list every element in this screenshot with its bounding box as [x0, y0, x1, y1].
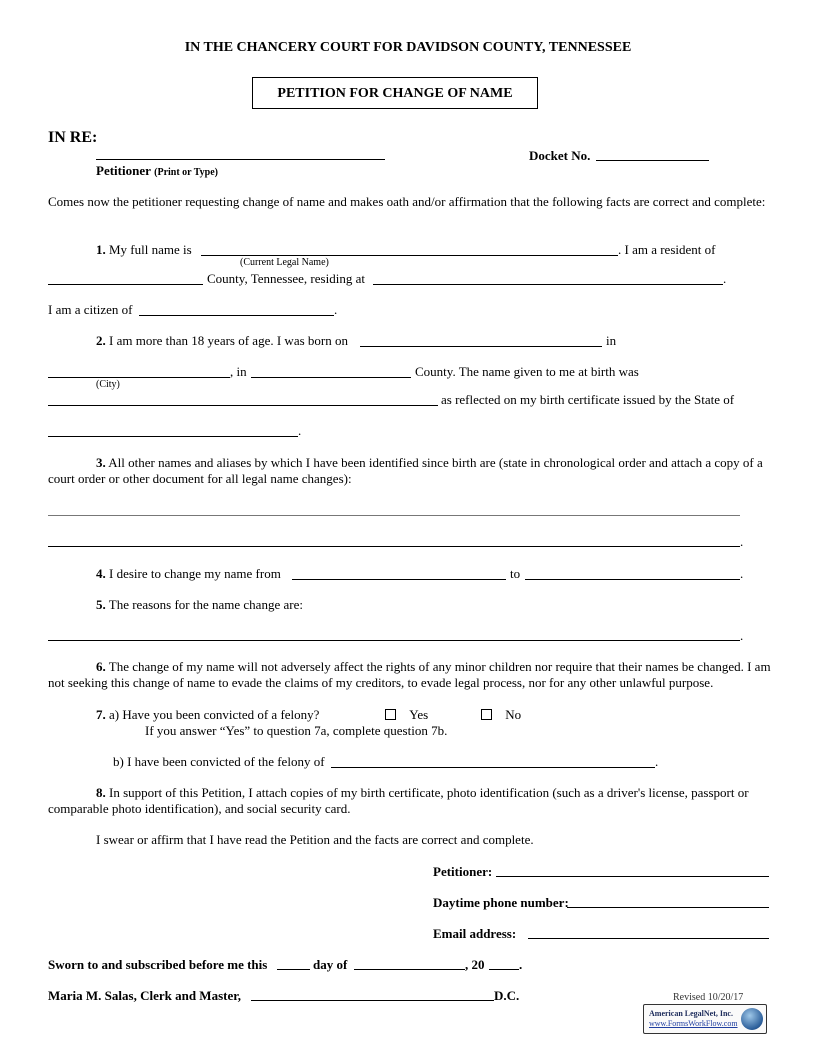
- in-re-label: IN RE:: [48, 129, 98, 146]
- birth-date-line[interactable]: [360, 346, 602, 347]
- q1-line1: [96, 242, 192, 258]
- aliases-line-2[interactable]: [48, 546, 740, 547]
- email-line[interactable]: [528, 938, 769, 939]
- q1-county-text: County, Tennessee, residing at: [207, 271, 365, 286]
- q6-paragraph: [48, 659, 772, 691]
- no-label: No: [505, 707, 522, 722]
- swear-statement: I swear or affirm that I have read the Petition and the facts are correct and complete.: [96, 832, 534, 847]
- q3-paragraph: [48, 455, 772, 487]
- q3-end: .: [740, 534, 744, 549]
- q8-paragraph: [48, 785, 772, 817]
- sworn-year-prefix: , 20: [465, 957, 485, 972]
- deputy-clerk-line[interactable]: [251, 1000, 494, 1001]
- q7-number: 7.: [96, 707, 106, 722]
- q4-line: [96, 566, 281, 582]
- revised-date: Revised 10/20/17: [673, 992, 744, 1003]
- petitioner-caption-hint: (Print or Type): [154, 167, 219, 178]
- q3-number: 3.: [96, 455, 106, 470]
- sworn-month-line[interactable]: [354, 969, 465, 970]
- yes-label: Yes: [409, 707, 429, 722]
- q2-line1: [96, 333, 348, 349]
- petitioner-caption: [96, 163, 218, 181]
- no-checkbox[interactable]: [481, 709, 492, 720]
- q7a-line: [96, 707, 319, 723]
- clerk-text: Maria M. Salas, Clerk and Master,: [48, 988, 242, 1003]
- birth-city-line[interactable]: [48, 377, 230, 378]
- form-title: PETITION FOR CHANGE OF NAME: [252, 77, 538, 109]
- q1-text-a: My full name is: [109, 242, 192, 257]
- birth-name-line[interactable]: [48, 405, 438, 406]
- q1-text-b: . I am a resident of: [618, 242, 716, 257]
- q1-citizen-text: I am a citizen of: [48, 302, 133, 317]
- intro-paragraph: Comes now the petitioner requesting change of name and makes oath and/or affirmation that the following facts are correct and complete:: [48, 194, 766, 209]
- q2-number: 2.: [96, 333, 106, 348]
- aliases-line-1[interactable]: [48, 515, 740, 516]
- docket-number-line[interactable]: [596, 160, 709, 161]
- q1-period: .: [723, 271, 727, 286]
- q4-to: to: [510, 566, 521, 581]
- q5-number: 5.: [96, 597, 106, 612]
- q2-comma-in: , in: [230, 364, 247, 379]
- q7a-text: a) Have you been convicted of a felony?: [109, 707, 320, 722]
- q8-text: In support of this Petition, I attach copies of my birth certificate, photo identification (such as a driver's license, passport or comparable photo identification), and social security card.: [48, 785, 749, 816]
- q2-text-in: in: [606, 333, 617, 348]
- phone-label: Daytime phone number:: [433, 895, 569, 910]
- publisher-logo[interactable]: [643, 1004, 767, 1034]
- q7-instruction: If you answer “Yes” to question 7a, complete question 7b.: [145, 723, 448, 738]
- q2-text-a: I am more than 18 years of age. I was born on: [109, 333, 348, 348]
- name-from-line[interactable]: [292, 579, 506, 580]
- email-label: Email address:: [433, 926, 517, 941]
- birth-county-line[interactable]: [251, 377, 411, 378]
- current-legal-name-line[interactable]: [201, 255, 618, 256]
- q7-yes-option[interactable]: [385, 707, 428, 723]
- q5-line: [96, 597, 303, 613]
- q7-no-option[interactable]: [481, 707, 521, 723]
- docket-label: Docket No.: [529, 148, 591, 163]
- q2-county-text: County. The name given to me at birth was: [415, 364, 639, 379]
- county-line[interactable]: [48, 284, 203, 285]
- q1-citizen-end: .: [334, 302, 338, 317]
- sworn-day-line[interactable]: [277, 969, 310, 970]
- q6-text: The change of my name will not adversely affect the rights of any minor children nor require that their names be changed. I am not seeking this change of name to evade the claims of my creditors, to evade legal process, nor for any other unlawful purpose.: [48, 659, 771, 690]
- q8-number: 8.: [96, 785, 106, 800]
- q5-text: The reasons for the name change are:: [108, 597, 303, 612]
- logo-company-name: American LegalNet, Inc.: [649, 1009, 733, 1018]
- sworn-text: Sworn to and subscribed before me this: [48, 957, 268, 972]
- reasons-line[interactable]: [48, 640, 740, 641]
- dc-label: D.C.: [494, 988, 520, 1003]
- q7b-text: b) I have been convicted of the felony of: [113, 754, 325, 769]
- petitioner-name-line[interactable]: [96, 159, 385, 160]
- citizenship-line[interactable]: [139, 315, 334, 316]
- birth-state-line[interactable]: [48, 436, 298, 437]
- petitioner-caption-label: Petitioner: [96, 163, 151, 178]
- q2-end: .: [298, 423, 302, 438]
- q1-number: 1.: [96, 242, 106, 257]
- sworn-day-of: day of: [313, 957, 348, 972]
- current-legal-name-hint: (Current Legal Name): [240, 257, 329, 268]
- globe-icon: [741, 1008, 763, 1030]
- petitioner-signature-line[interactable]: [496, 876, 769, 877]
- petitioner-signature-label: Petitioner:: [433, 864, 493, 879]
- logo-url[interactable]: www.FormsWorkFlow.com: [649, 1019, 738, 1028]
- q7b-end: .: [655, 754, 659, 769]
- court-heading: IN THE CHANCERY COURT FOR DAVIDSON COUNTY, TENNESSEE: [184, 40, 632, 55]
- q5-end: .: [740, 628, 744, 643]
- q4-text-a: I desire to change my name from: [109, 566, 281, 581]
- q3-text: All other names and aliases by which I have been identified since birth are (state in chronological order and attach a copy of a court order or other document for all legal name changes):: [48, 455, 763, 486]
- city-hint: (City): [96, 379, 120, 390]
- phone-line[interactable]: [567, 907, 769, 908]
- sworn-end: .: [519, 957, 523, 972]
- name-to-line[interactable]: [525, 579, 740, 580]
- q4-number: 4.: [96, 566, 106, 581]
- sworn-year-line[interactable]: [489, 969, 519, 970]
- residence-address-line[interactable]: [373, 284, 723, 285]
- q2-reflected-text: as reflected on my birth certificate issued by the State of: [441, 392, 735, 407]
- felony-line[interactable]: [331, 767, 655, 768]
- q6-number: 6.: [96, 659, 106, 674]
- yes-checkbox[interactable]: [385, 709, 396, 720]
- q4-end: .: [740, 566, 744, 581]
